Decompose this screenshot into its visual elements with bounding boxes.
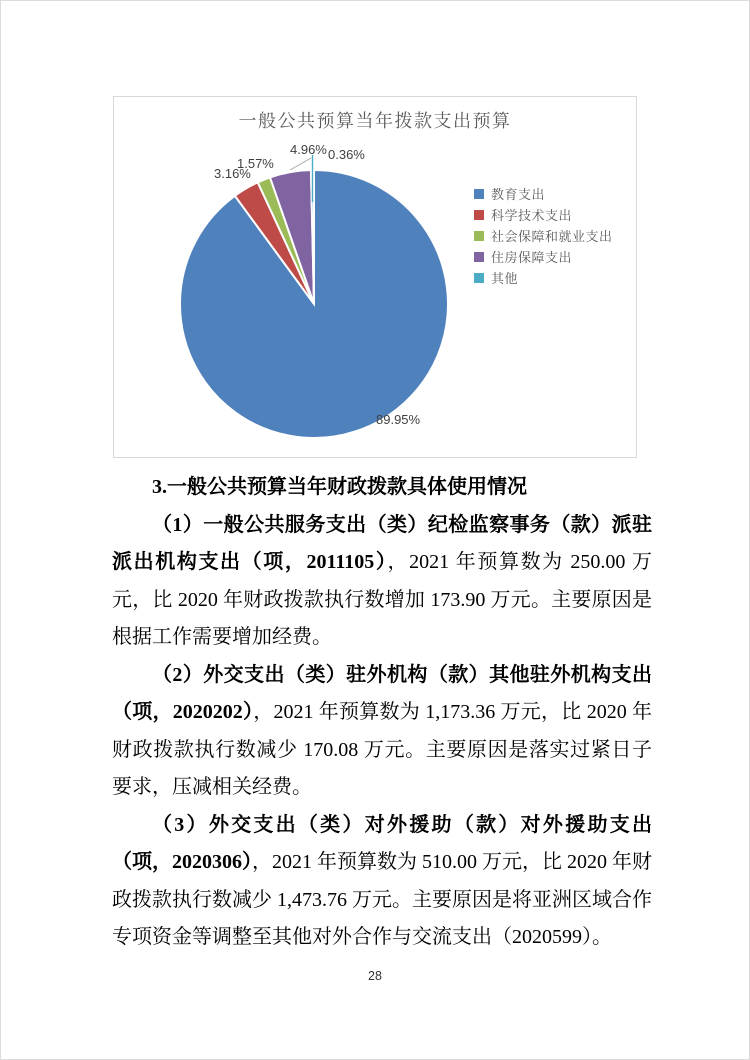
pie-label-science: 3.16%: [214, 166, 251, 181]
legend-swatch-icon: [474, 189, 484, 199]
leader-line-housing: [290, 158, 311, 170]
legend-item-science: [474, 204, 613, 225]
section-heading: 3.一般公共预算当年财政拨款具体使用情况: [152, 476, 527, 498]
paragraph-3-text: ，2021 年预算数为 510.00 万元，比 2020 年财政拨款执行数减少 1,473.76 万元。主要原因是将亚洲区域合作专项资金等调整至其他对外合作与交流支出（2020599）。: [112, 851, 652, 948]
legend-label: 社会保障和就业支出: [491, 229, 613, 244]
page-number: 28: [368, 969, 382, 983]
pie-label-housing: 4.96%: [290, 142, 327, 157]
paragraph-1-text: ，2021 年预算数为 250.00 万元，比 2020 年财政拨款执行数增加 173.90 万元。主要原因是根据工作需要增加经费。: [112, 551, 653, 648]
pie-label-social: 1.57%: [237, 156, 274, 171]
legend-item-other: [474, 267, 613, 288]
legend-label: 教育支出: [491, 187, 546, 202]
legend-label: 住房保障支出: [491, 250, 573, 265]
paragraph-3: [112, 807, 652, 957]
pie-label-education: 89.95%: [376, 412, 421, 427]
legend-label: 科学技术支出: [491, 208, 573, 223]
paragraph-3-bold-text: （3）外交支出（类）对外援助（款）对外援助支出（项，2020306）: [112, 813, 652, 873]
legend-item-education: [474, 183, 613, 204]
pie-slices: [180, 170, 448, 438]
legend-swatch-icon: [474, 273, 484, 283]
paragraph-2: [112, 657, 652, 807]
legend-swatch-icon: [474, 210, 484, 220]
pie-label-other: 0.36%: [328, 147, 365, 162]
legend-label: 其他: [491, 271, 519, 286]
document-body: [112, 469, 652, 957]
paragraph-2-bold-text: （2）外交支出（类）驻外机构（款）其他驻外机构支出（项，2020202）: [112, 663, 652, 723]
paragraph-1: [112, 507, 652, 657]
paragraph-2-text: ，2021 年预算数为 1,173.36 万元，比 2020 年财政拨款执行数减少 170.08 万元。主要原因是落实过紧日子要求，压减相关经费。: [112, 701, 652, 798]
paragraph-1-bold-text: （1）一般公共服务支出（类）纪检监察事务（款）派驻派出机构支出（项，2011105）: [112, 513, 652, 573]
chart-legend: [474, 183, 613, 288]
legend-item-housing: [474, 246, 613, 267]
legend-item-social: [474, 225, 613, 246]
legend-swatch-icon: [474, 252, 484, 262]
chart-title: 一般公共预算当年拨款支出预算: [238, 111, 512, 131]
legend-swatch-icon: [474, 231, 484, 241]
pie-chart-frame: [113, 96, 637, 458]
